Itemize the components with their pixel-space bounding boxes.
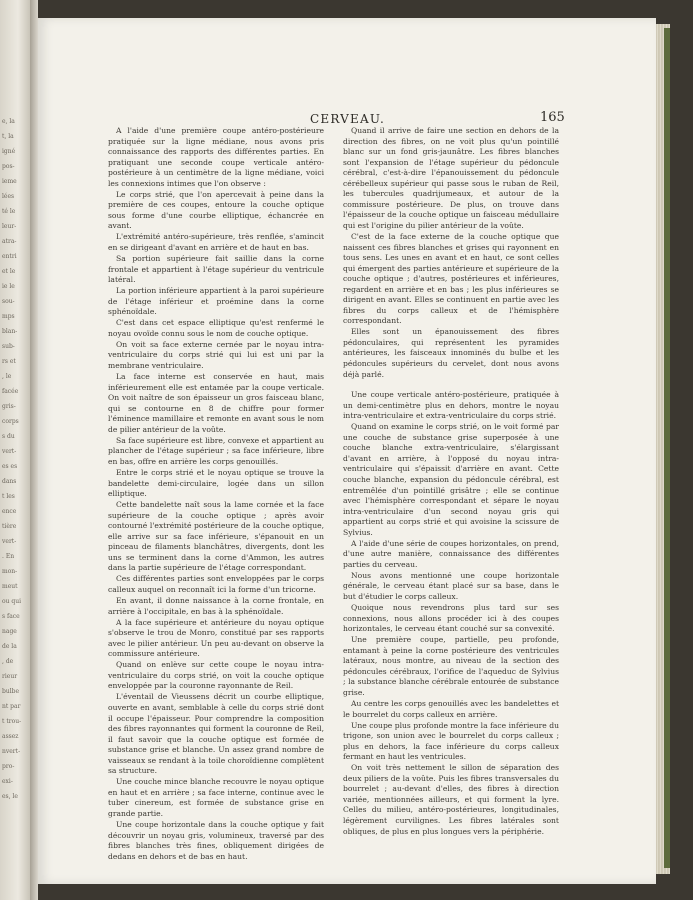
facing-page-fragment: ou qui [2, 598, 22, 605]
paragraph: Une coupe horizontale dans la couche optique y fait découvrir un noyau gris, volumineux, traversé par des fibres blanches très fines, obliquement dirigées de dedans en dehors et de bas en haut. [108, 820, 324, 861]
paragraph: Quand on enlève sur cette coupe le noyau intra-ventriculaire du corps strié, on voit la couche optique enveloppée par la couronne rayonnante de Reil. [108, 660, 324, 691]
facing-page-fragment: dans [2, 478, 17, 485]
facing-page-fragment: blan- [2, 328, 18, 335]
facing-page-fragment: s du [2, 433, 15, 440]
paragraph: A la face supérieure et antérieure du noyau optique s'observe le trou de Monro, constitué par ses rapports avec le pilier antérieur. Un peu au-devant on observe la commissure antérieure. [108, 617, 324, 659]
facing-page-fragment: es, le [2, 793, 18, 800]
paragraph: Au centre les corps genouillés avec les bandelettes et le bourrelet du corps calleux en arrière. [343, 698, 559, 719]
facing-page-fragment: et le [2, 268, 16, 275]
paragraph: Elles sont un épanouissement des fibres pédonculaires, qui représentent les pyramides antérieures, les faisceaux innominés du bulbe et les pédoncules supérieurs du cervelet, dont nous avons déjà parlé. [343, 327, 559, 379]
paragraph: Quand on examine le corps strié, on le voit formé par une couche de substance grise superposée à une couche blanche extra-ventriculaire, s'élargissant d'avant en arrière, à l'opposé du noyau intra-ventriculaire qui s'épaissit d'arrière en avant. Cette couche blanche, expansion du pédoncule cérébral, est entremêlée d'un pointillé grisâtre ; elle se continue avec l'hémisphère correspondant et sépare le noyau intra-ventriculaire d'un second noyau gris qui appartient au corps strié et qui avoisine la scissure de Sylvius. [343, 422, 559, 537]
facing-page-fragment: t trou- [2, 718, 22, 725]
paragraph: Le corps strié, que l'on apercevait à peine dans la première de ces coupes, entoure la couche optique sous forme d'une courbe elliptique, échancrée en avant. [108, 189, 324, 231]
page-number: 165 [540, 110, 565, 125]
facing-page-fragment: ieme [2, 178, 17, 185]
paragraph: Quoique nous revendrons plus tard sur ses connexions, nous allons procéder ici à des coupes horizontales, le cerveau étant couché sur sa convexité. [343, 603, 559, 634]
paragraph: Quand il arrive de faire une section en dehors de la direction des fibres, on ne voit plus qu'un pointillé blanc sur un fond gris-jaunâtre. Les fibres blanches sont l'expansion de l'étage supérieur du pédoncule cérébral, c'est-à-dire l'épanouissement du pédoncule cérébelleux supérieur qui passe sous le ruban de Reil, les tubercules quadrijumeaux, et autour de la commissure postérieure. De plus, on trouve dans l'épaisseur de la couche optique un faisceau médullaire qui est l'origine du pilier antérieur de la voûte. [343, 126, 559, 230]
running-head: CERVEAU. [310, 112, 386, 126]
book-gutter [30, 0, 38, 900]
paragraph: En avant, il donne naissance à la corne frontale, en arrière à l'occipitale, en bas à la sphénoïdale. [108, 596, 324, 616]
text-column-left [108, 126, 324, 863]
facing-page-fragment: sub- [2, 343, 15, 350]
facing-page-fragment: ence [2, 508, 17, 515]
paragraph: Entre le corps strié et le noyau optique se trouve la bandelette demi-circulaire, logée dans un sillon elliptique. [108, 468, 324, 499]
paragraph: On voit sa face externe cernée par le noyau intra-ventriculaire du corps strié qui lui est uni par la membrane ventriculaire. [108, 339, 324, 371]
facing-page-fragment: igné [2, 148, 16, 155]
facing-page-fragment: exi- [2, 778, 13, 785]
facing-page-fragment: vert- [2, 538, 17, 545]
facing-page-fragment: pos- [2, 163, 15, 170]
paragraph: C'est de la face externe de la couche optique que naissent ces fibres blanches et grises qui rayonnent en tous sens. Les unes en avant et en haut, ce sont celles qui émergent des parties antérieure et supérieure de la couche optique ; d'autres, postérieures et inférieures, regardent en arrière et en bas ; les plus inférieures se dirigent en avant. Elles se continuent en partie avec les fibres du corps calleux et de l'hémisphère correspondant. [343, 231, 559, 326]
facing-page-fragment: , de [2, 658, 14, 665]
facing-page-fragment: meut [2, 583, 18, 590]
facing-page-fragment: assez [2, 733, 19, 740]
facing-page-fragment: . En [2, 553, 15, 560]
facing-page-fragment: atra- [2, 238, 17, 245]
facing-page-fragment: es es [2, 463, 18, 470]
paragraph: Une couche mince blanche recouvre le noyau optique en haut et en arrière ; sa face interne, continue avec le tuber cinereum, est formée de substance grise en grande partie. [108, 777, 324, 818]
facing-page-fragment: mps [2, 313, 15, 320]
facing-page-fragment: té le [2, 208, 16, 215]
paragraph: Sa face supérieure est libre, convexe et appartient au plancher de l'étage supérieur ; sa face inférieure, libre en bas, offre en arrière les corps genouillés. [108, 435, 324, 466]
facing-page-fragment: lées [2, 193, 15, 200]
paragraph: La portion inférieure appartient à la paroi supérieure de l'étage inférieur et proémine dans la corne sphénoïdale. [108, 286, 324, 317]
facing-page-fragment: t, la [2, 133, 14, 140]
facing-page-fragment: rieur [2, 673, 18, 680]
paragraph: A l'aide d'une série de coupes horizontales, on prend, d'une autre manière, connaissance des différentes parties du cerveau. [343, 538, 559, 569]
facing-page-fragment: nage [2, 628, 17, 635]
paragraph: La face interne est conservée en haut, mais inférieurement elle est entamée par la coupe verticale. On voit naître de son épaisseur un gros faisceau blanc, qui se contourne en 8 de chiffre pour former l'éminence mamillaire et remonte en avant sous le nom de pilier antérieur de la voûte. [108, 372, 324, 434]
facing-page-fragment: ie le [2, 283, 15, 290]
facing-page-fragment: , le [2, 373, 12, 380]
facing-page-fragment: leur- [2, 223, 17, 230]
paragraph: Sa portion supérieure fait saillie dans la corne frontale et appartient à l'étage supérieur du ventricule latéral. [108, 254, 324, 285]
facing-page-fragment: corps [2, 418, 19, 425]
facing-page-fragment: tière [2, 523, 17, 530]
facing-page-fragment: sou- [2, 298, 15, 305]
paragraph: On voit très nettement le sillon de séparation des deux piliers de la voûte. Puis les fibres transversales du bourrelet ; au-devant d'elles, des fibres à direction variée, mentionnées ailleurs, et qui forment la lyre. Celles du milieu, antéro-postérieures, longitudinales, légèrement curvilignes. Les fibres latérales sont obliques, de plus en plus longues vers la périphérie. [343, 763, 559, 836]
paragraph: Une première coupe, partielle, peu profonde, entamant à peine la corne postérieure des ventricules latéraux, nous montre, au niveau de la section des pédoncules cérébraux, l'orifice de l'aqueduc de Sylvius ; la substance blanche cérébrale entourée de substance grise. [343, 635, 559, 697]
paragraph: Cette bandelette naît sous la lame cornée et la face supérieure de la couche optique ; après avoir contourné l'extrémité postérieure de la couche optique, elle arrive sur sa face inférieure, s'épanouit en un pinceau de filaments blanchâtres, divergents, dont les uns se terminent dans la corne d'Ammon, les autres dans la partie supérieure de l'étage correspondant. [108, 500, 324, 573]
facing-page-fragment: mon- [2, 568, 18, 575]
paragraph: Une coupe verticale antéro-postérieure, pratiquée à un demi-centimètre plus en dehors, montre le noyau intra-ventriculaire et extra-ventriculaire du corps strié. [343, 390, 559, 421]
paragraph: Une coupe plus profonde montre la face inférieure du trigone, son union avec le bourrelet du corps calleux ; plus en dehors, la face inférieure du corps calleux fermant en haut les ventricules. [343, 720, 559, 762]
facing-page-fragment: t les [2, 493, 15, 500]
facing-page-fragment: e, la [2, 118, 15, 125]
facing-page-fragment: nvert- [2, 748, 21, 755]
facing-page-fragment: nt par [2, 703, 21, 710]
facing-page-fragment: pro- [2, 763, 15, 770]
facing-page-edge [0, 0, 30, 900]
paragraph: C'est dans cet espace elliptique qu'est renfermé le noyau ovoïde connu sous le nom de couche optique. [108, 318, 324, 338]
paragraph: A l'aide d'une première coupe antéro-postérieure pratiquée sur la ligne médiane, nous avons pris connaissance des rapports des différentes parties. En pratiquant une seconde coupe verticale antéro-postérieure à un centimètre de la ligne médiane, voici les connexions intimes que l'on observe : [108, 126, 324, 188]
facing-page-fragment: rs et [2, 358, 16, 365]
text-column-right [343, 126, 559, 838]
paragraph: L'extrémité antéro-supérieure, très renflée, s'amincit en se dirigeant d'avant en arrière et de haut en bas. [108, 232, 324, 253]
paragraph: Ces différentes parties sont enveloppées par le corps calleux auquel on reconnaît ici la forme d'un tricorne. [108, 574, 324, 595]
binding-ribbon [664, 28, 670, 868]
facing-page-fragment: entri [2, 253, 17, 260]
facing-page-fragment: vert- [2, 448, 17, 455]
facing-page-fragment: bulbe [2, 688, 20, 695]
paragraph: L'éventail de Vieussens décrit un courbe elliptique, ouverte en avant, semblable à celle du corps strié dont il occupe l'épaisseur. Pour comprendre la composition des fibres rayonnantes qui forment la couronne de Reil, il faut savoir que la couche optique est formée de substance grise et blanche. Un assez grand nombre de vaisseaux se rendant à la toile choroïdienne complètent sa structure. [108, 692, 324, 776]
facing-page-fragment: s face [2, 613, 20, 620]
facing-page-fragment: facée [2, 388, 19, 395]
facing-page-fragment: gris- [2, 403, 16, 410]
facing-page-fragment: de la [2, 643, 17, 650]
paragraph: Nous avons mentionné une coupe horizontale générale, le cerveau étant placé sur sa base, dans le but d'étudier le corps calleux. [343, 570, 559, 602]
